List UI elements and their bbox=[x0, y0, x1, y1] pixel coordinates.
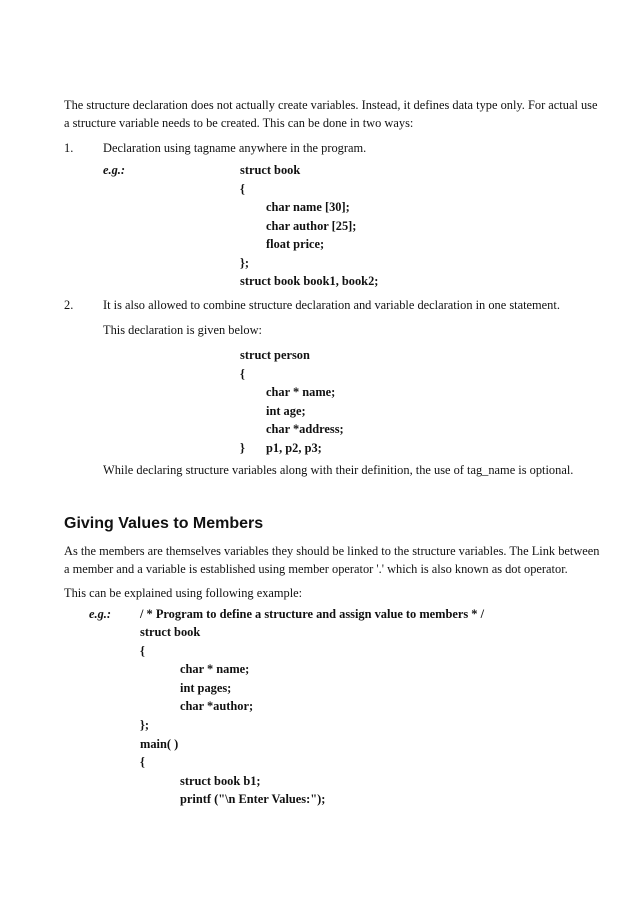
item2-text: It is also allowed to combine structure declaration and variable declaration in one statement. bbox=[103, 298, 560, 312]
item1-number: 1. bbox=[64, 141, 74, 155]
code-line: { bbox=[140, 644, 145, 658]
code-line: char * name; bbox=[180, 662, 250, 676]
section-eg-label: e.g.: bbox=[89, 607, 112, 621]
intro-line-1: The structure declaration does not actually create variables. Instead, it defines data type only. For actual use bbox=[64, 98, 598, 112]
code-line: struct book b1; bbox=[180, 774, 261, 788]
code-line: struct book bbox=[240, 163, 301, 177]
code-line: }; bbox=[140, 718, 150, 732]
code-line: float price; bbox=[266, 237, 325, 251]
item1-text: Declaration using tagname anywhere in the program. bbox=[103, 141, 367, 155]
code-line: main( ) bbox=[140, 737, 179, 751]
code-line: struct person bbox=[240, 348, 310, 362]
section-para-line-2: a member and a variable is established using member operator '.' which is also known as dot operator. bbox=[64, 562, 568, 576]
code-line: { bbox=[140, 755, 145, 769]
code-line: char author [25]; bbox=[266, 219, 357, 233]
code-line: }; bbox=[240, 256, 250, 270]
code-line: char * name; bbox=[266, 385, 336, 399]
intro-line-2: a structure variable needs to be created. This can be done in two ways: bbox=[64, 116, 414, 130]
code-line: { bbox=[240, 182, 245, 196]
code-line: } bbox=[240, 441, 245, 455]
item1-eg-label: e.g.: bbox=[103, 163, 126, 177]
code-line: char *address; bbox=[266, 422, 344, 436]
code-line: char *author; bbox=[180, 699, 254, 713]
code-line: int pages; bbox=[180, 681, 232, 695]
item2-number: 2. bbox=[64, 298, 74, 312]
code-line: / * Program to define a structure and assign value to members * / bbox=[140, 607, 485, 621]
code-line: { bbox=[240, 367, 245, 381]
section-para-line-3: This can be explained using following example: bbox=[64, 586, 303, 600]
item2-subtext: This declaration is given below: bbox=[103, 323, 262, 337]
code-line: p1, p2, p3; bbox=[266, 441, 322, 455]
code-line: struct book bbox=[140, 625, 201, 639]
code-line: char name [30]; bbox=[266, 200, 350, 214]
item2-note: While declaring structure variables along with their definition, the use of tag_name is optional. bbox=[103, 463, 574, 477]
section-heading: Giving Values to Members bbox=[64, 515, 264, 532]
section-para-line-1: As the members are themselves variables they should be linked to the structure variables. The Link between bbox=[64, 544, 600, 558]
code-line: struct book book1, book2; bbox=[240, 274, 379, 288]
code-line: int age; bbox=[266, 404, 306, 418]
code-line: printf ("\n Enter Values:"); bbox=[180, 792, 326, 806]
